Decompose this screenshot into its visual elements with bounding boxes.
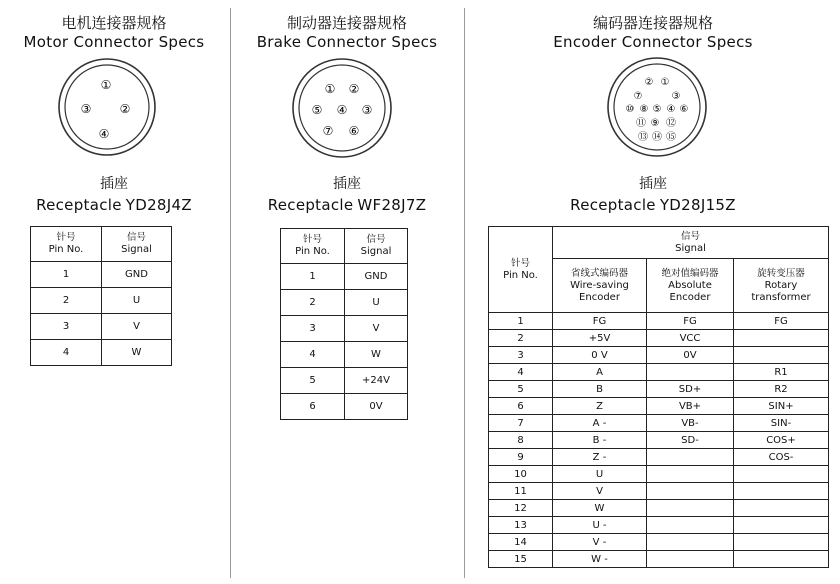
signal-header: 信号 Signal	[553, 227, 829, 259]
table-row: 3 0 V 0V	[489, 347, 829, 364]
table-row: 8 B - SD- COS+	[489, 432, 829, 449]
encoder-pin-label: ⑭	[652, 132, 662, 143]
brake-title-cn: 制动器连接器规格	[286, 14, 407, 32]
motor-model: YD28J4Z	[125, 196, 192, 214]
table-row: 10 U	[489, 466, 829, 483]
encoder-pin-label: ②	[644, 77, 654, 88]
brake-pin-label: ③	[361, 103, 373, 117]
motor-connector-diagram	[56, 56, 158, 158]
pin-no-header: 针号 Pin No.	[489, 227, 553, 313]
encoder-title-cn: 编码器连接器规格	[592, 14, 713, 32]
table-row: 9 Z - COS-	[489, 449, 829, 466]
table-row: 4 W	[281, 342, 408, 368]
encoder-pin-label: ⑦	[633, 91, 643, 102]
brake-pin-label: ⑥	[348, 124, 360, 138]
motor-pin-label: ④	[98, 127, 110, 141]
encoder-pin-label: ⑩	[625, 104, 635, 115]
table-row: 15 W -	[489, 551, 829, 568]
motor-pin-table	[30, 226, 172, 366]
pin-no-header: 针号 Pin No.	[31, 227, 102, 262]
encoder-pin-label: ⑬	[638, 132, 648, 143]
encoder-connector-diagram	[605, 55, 709, 159]
pin-no-header: 针号 Pin No.	[281, 229, 345, 264]
brake-model: WF28J7Z	[357, 196, 427, 214]
table-row: 12 W	[489, 500, 829, 517]
table-row: 2 U	[281, 290, 408, 316]
brake-receptacle-cn: 插座	[333, 176, 361, 192]
encoder-pin-label: ⑤	[652, 104, 662, 115]
brake-pin-label: ⑦	[322, 124, 334, 138]
column-divider-left	[230, 8, 231, 578]
brake-receptacle-en: Receptacle	[267, 196, 354, 214]
brake-pin-table	[280, 228, 408, 420]
encoder-pin-table	[488, 226, 829, 568]
brake-connector-diagram	[290, 56, 394, 160]
encoder-pin-label: ⑫	[666, 118, 676, 129]
motor-pin-label: ③	[80, 102, 92, 116]
encoder-pin-label: ⑥	[679, 104, 689, 115]
encoder-receptacle-cn: 插座	[639, 176, 667, 192]
encoder-pin-label: ⑨	[650, 118, 660, 129]
column-divider-right	[464, 8, 465, 578]
encoder-title-en: Encoder Connector Specs	[553, 33, 753, 51]
motor-pin-label: ②	[119, 102, 131, 116]
table-row: 11 V	[489, 483, 829, 500]
table-row: 1 FG FG FG	[489, 313, 829, 330]
table-row: 6 Z VB+ SIN+	[489, 398, 829, 415]
absolute-encoder-header: 绝对值编码器 Absolute Encoder	[647, 259, 734, 313]
table-row: 4 A R1	[489, 364, 829, 381]
encoder-pin-label: ⑮	[666, 132, 676, 143]
encoder-connector-panel	[466, 0, 840, 584]
motor-receptacle-line	[0, 196, 228, 214]
table-row: 6 0V	[281, 394, 408, 420]
encoder-pin-label: ⑪	[636, 118, 646, 129]
motor-title-cn: 电机连接器规格	[61, 14, 167, 32]
brake-pin-label: ②	[348, 82, 360, 96]
encoder-pin-label: ④	[666, 104, 676, 115]
brake-pin-label: ④	[336, 103, 348, 117]
table-row: 13 U -	[489, 517, 829, 534]
table-row: 14 V -	[489, 534, 829, 551]
table-row: 2 U	[31, 288, 172, 314]
table-row: 4 W	[31, 340, 172, 366]
signal-header: 信号 Signal	[345, 229, 408, 264]
encoder-receptacle-en: Receptacle	[570, 196, 656, 214]
rotary-transformer-header: 旋转变压器 Rotary transformer	[734, 259, 829, 313]
brake-receptacle-line	[232, 196, 462, 214]
encoder-pin-label: ⑧	[639, 104, 649, 115]
motor-receptacle-cn: 插座	[100, 176, 128, 192]
motor-title-en: Motor Connector Specs	[23, 33, 205, 51]
table-row: 3 V	[281, 316, 408, 342]
brake-connector-panel	[232, 0, 462, 584]
table-row: 5 +24V	[281, 368, 408, 394]
wire-saving-encoder-header: 省线式编码器 Wire-saving Encoder	[553, 259, 647, 313]
brake-pin-label: ⑤	[311, 103, 323, 117]
table-row: 1 GND	[281, 264, 408, 290]
table-row: 2 +5V VCC	[489, 330, 829, 347]
encoder-pin-label: ③	[671, 91, 681, 102]
encoder-model: YD28J15Z	[659, 196, 736, 214]
table-row: 5 B SD+ R2	[489, 381, 829, 398]
motor-pin-label: ①	[100, 78, 112, 92]
signal-header: 信号 Signal	[102, 227, 172, 262]
motor-connector-panel	[0, 0, 228, 584]
encoder-receptacle-line	[466, 196, 840, 214]
table-row: 1 GND	[31, 262, 172, 288]
table-row: 3 V	[31, 314, 172, 340]
brake-title-en: Brake Connector Specs	[256, 33, 438, 51]
brake-pin-label: ①	[324, 82, 336, 96]
table-row: 7 A - VB- SIN-	[489, 415, 829, 432]
motor-receptacle-en: Receptacle	[36, 196, 122, 214]
encoder-pin-label: ①	[660, 77, 670, 88]
